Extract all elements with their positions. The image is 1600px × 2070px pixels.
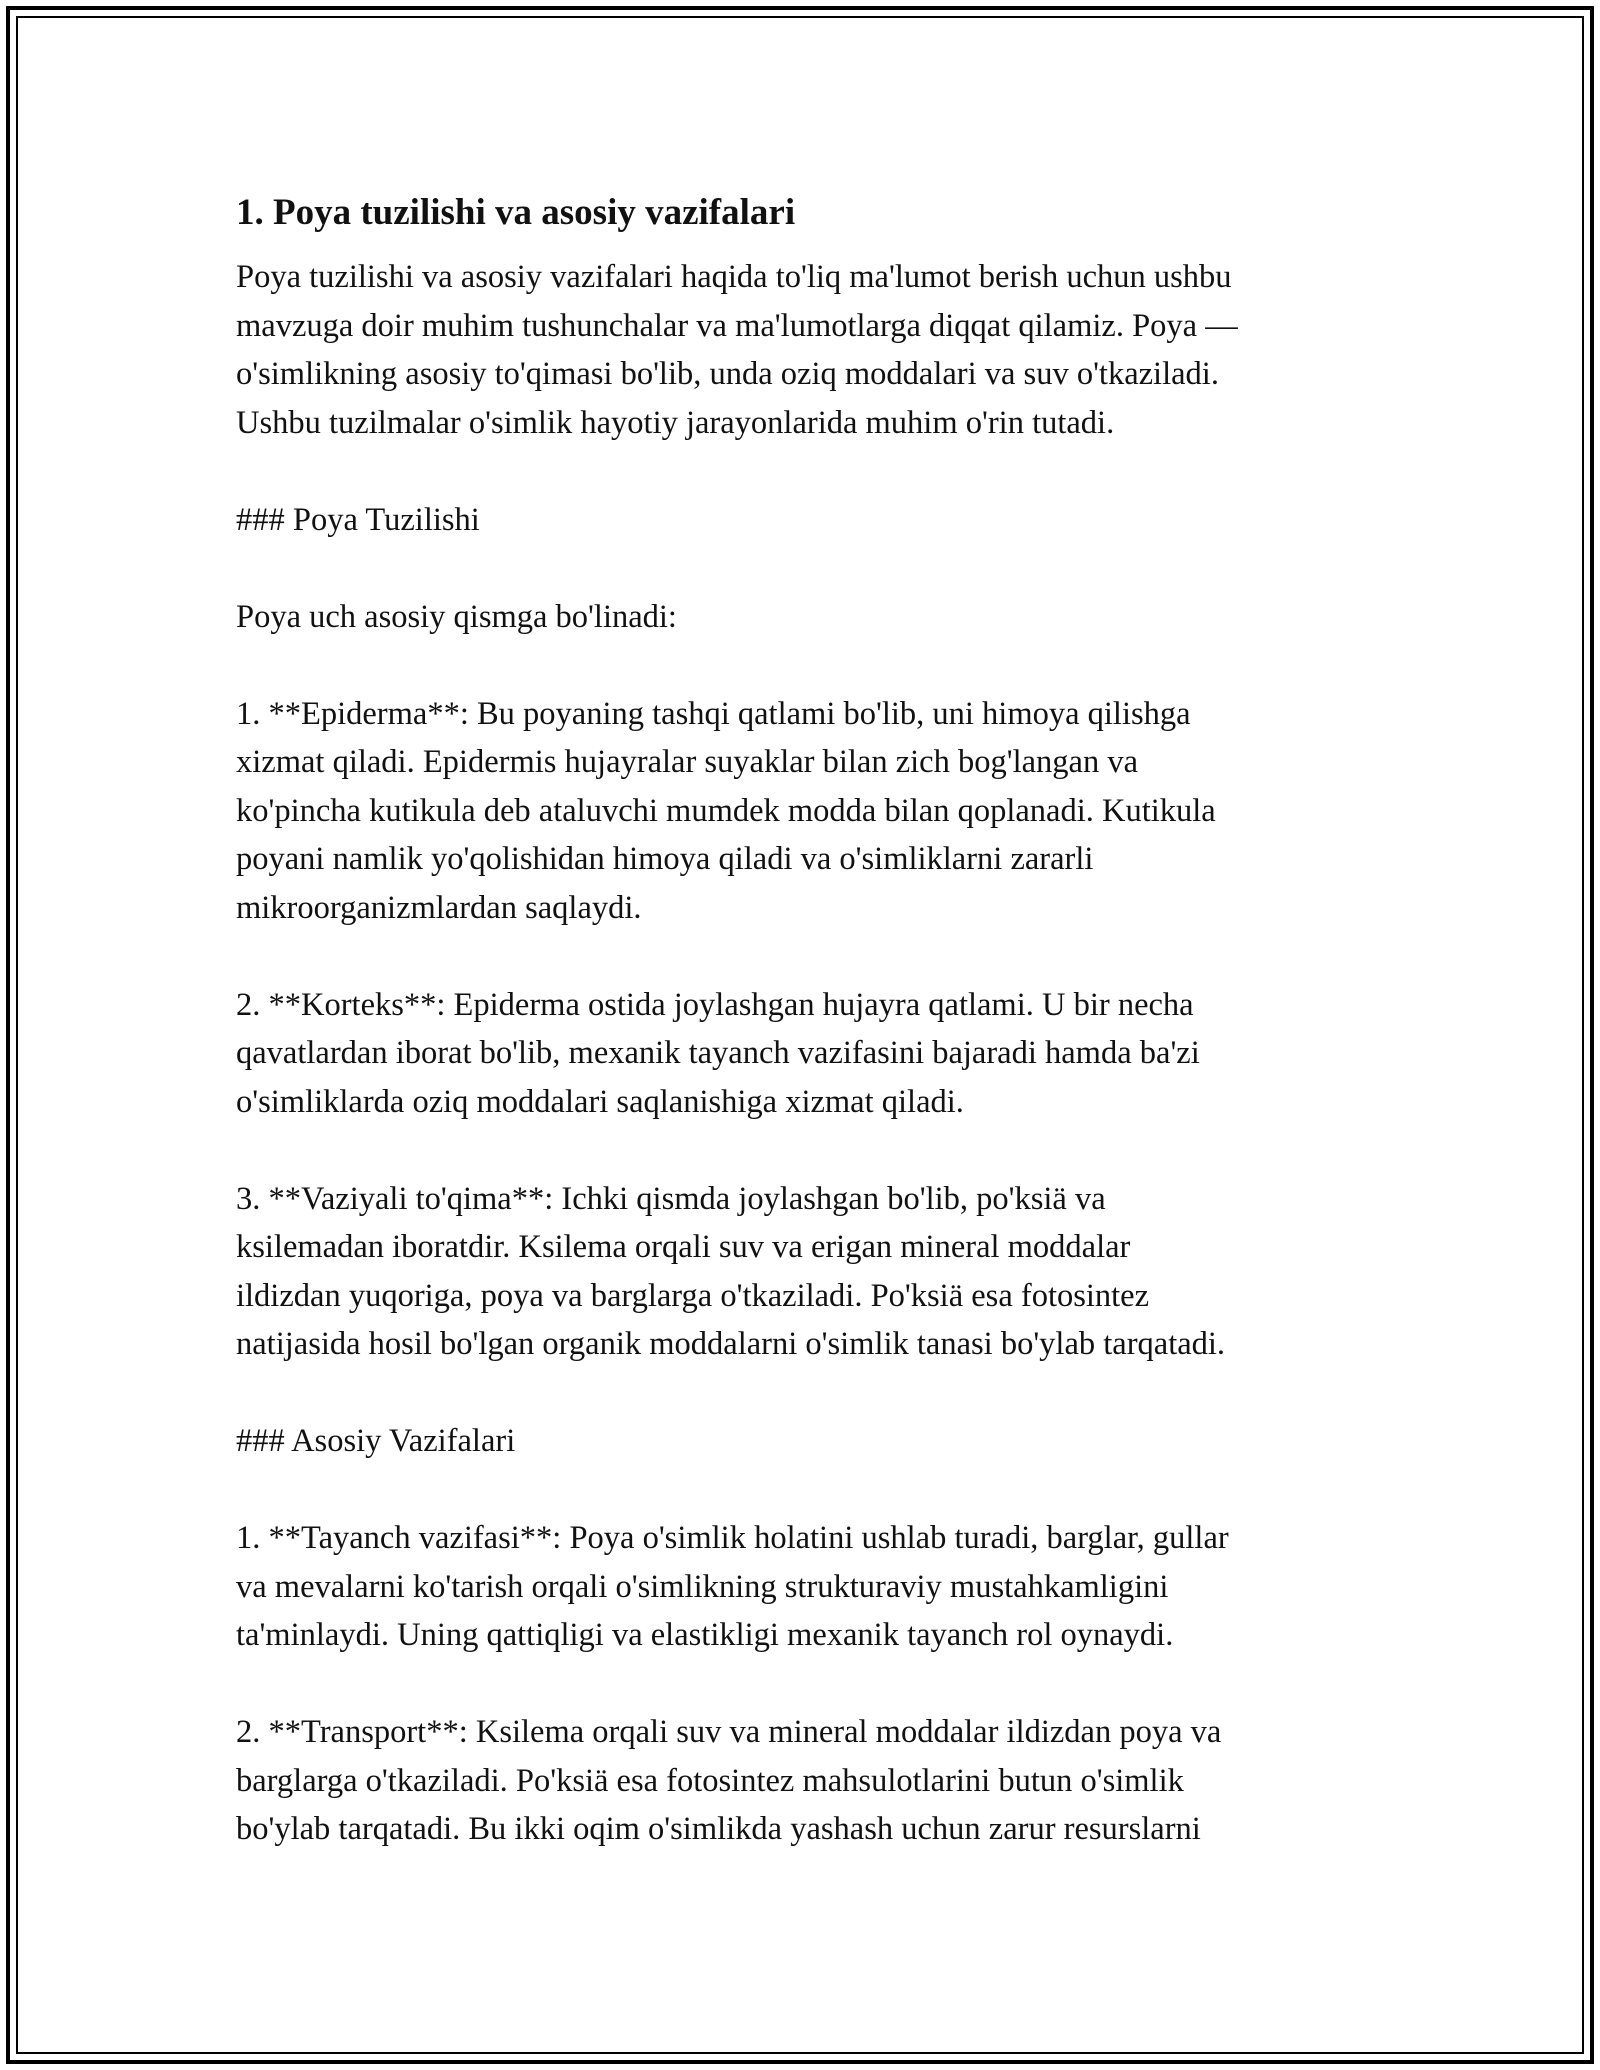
structure-intro-paragraph: Poya uch asosiy qismga bo'linadi: xyxy=(236,598,677,635)
document-body xyxy=(236,183,1386,1854)
paragraph-gap xyxy=(236,1660,1386,1709)
paragraph-gap xyxy=(236,1466,1386,1515)
paragraph-gap xyxy=(236,641,1386,690)
list-item-transport: 2. **Transport**: Ksilema orqali suv va mineral moddalar ildizdan poya va barglarga o'tkaziladi. Po'ksiä esa fotosintez mahsulotlarini butun o'simlik bo'ylab tarqatadi. Bu ikki oqim o'simlikda yashash uchun zarur resurslarni xyxy=(236,1714,1222,1847)
paragraph-gap xyxy=(236,1126,1386,1175)
section-heading-functions: ### Asosiy Vazifalari xyxy=(236,1423,516,1459)
paragraph-gap xyxy=(236,932,1386,981)
page-title: 1. Poya tuzilishi va asosiy vazifalari xyxy=(236,192,796,233)
intro-paragraph: Poya tuzilishi va asosiy vazifalari haqida to'liq ma'lumot berish uchun ushbu mavzuga doir muhim tushunchalar va ma'lumotlarga diqqat qilamiz. Poya — o'simlikning asosiy to'qimasi bo'lib, unda oziq moddalari va suv o'tkaziladi. Ushbu tuzilmalar o'simlik hayotiy jarayonlarida muhim o'rin tutadi. xyxy=(236,259,1238,441)
paragraph-gap xyxy=(236,1369,1386,1418)
list-item-korteks: 2. **Korteks**: Epiderma ostida joylashgan hujayra qatlami. U bir necha qavatlardan iborat bo'lib, mexanik tayanch vazifasini bajaradi hamda ba'zi o'simliklarda oziq moddalari saqlanishiga xizmat qiladi. xyxy=(236,986,1200,1120)
paragraph-gap xyxy=(236,544,1386,593)
list-item-vaziyali-toqima: 3. **Vaziyali to'qima**: Ichki qismda joylashgan bo'lib, po'ksiä va ksilemadan iboratdir. Ksilema orqali suv va erigan mineral moddalar ildizdan yuqoriga, poya va barglarga o'tkaziladi. Po'ksiä esa fotosintez natijasida hosil bo'lgan organik moddalarni o'simlik tanasi bo'ylab tarqatadi. xyxy=(236,1180,1226,1362)
paragraph-gap xyxy=(236,447,1386,496)
list-item-tayanch: 1. **Tayanch vazifasi**: Poya o'simlik holatini ushlab turadi, barglar, gullar va mevalarni ko'tarish orqali o'simlikning strukturaviy mustahkamligini ta'minlaydi. Uning qattiqligi va elastikligi mexanik tayanch rol oynaydi. xyxy=(236,1520,1229,1653)
list-item-epiderma: 1. **Epiderma**: Bu poyaning tashqi qatlami bo'lib, uni himoya qilishga xizmat qiladi. Epidermis hujayralar suyaklar bilan zich bog'langan va ko'pincha kutikula deb ataluvchi mumdek modda bilan qoplanadi. Kutikula poyani namlik yo'qolishidan himoya qiladi va o'simliklarni zararli mikroorganizmlardan saqlaydi. xyxy=(236,695,1216,926)
section-heading-structure: ### Poya Tuzilishi xyxy=(236,501,480,538)
